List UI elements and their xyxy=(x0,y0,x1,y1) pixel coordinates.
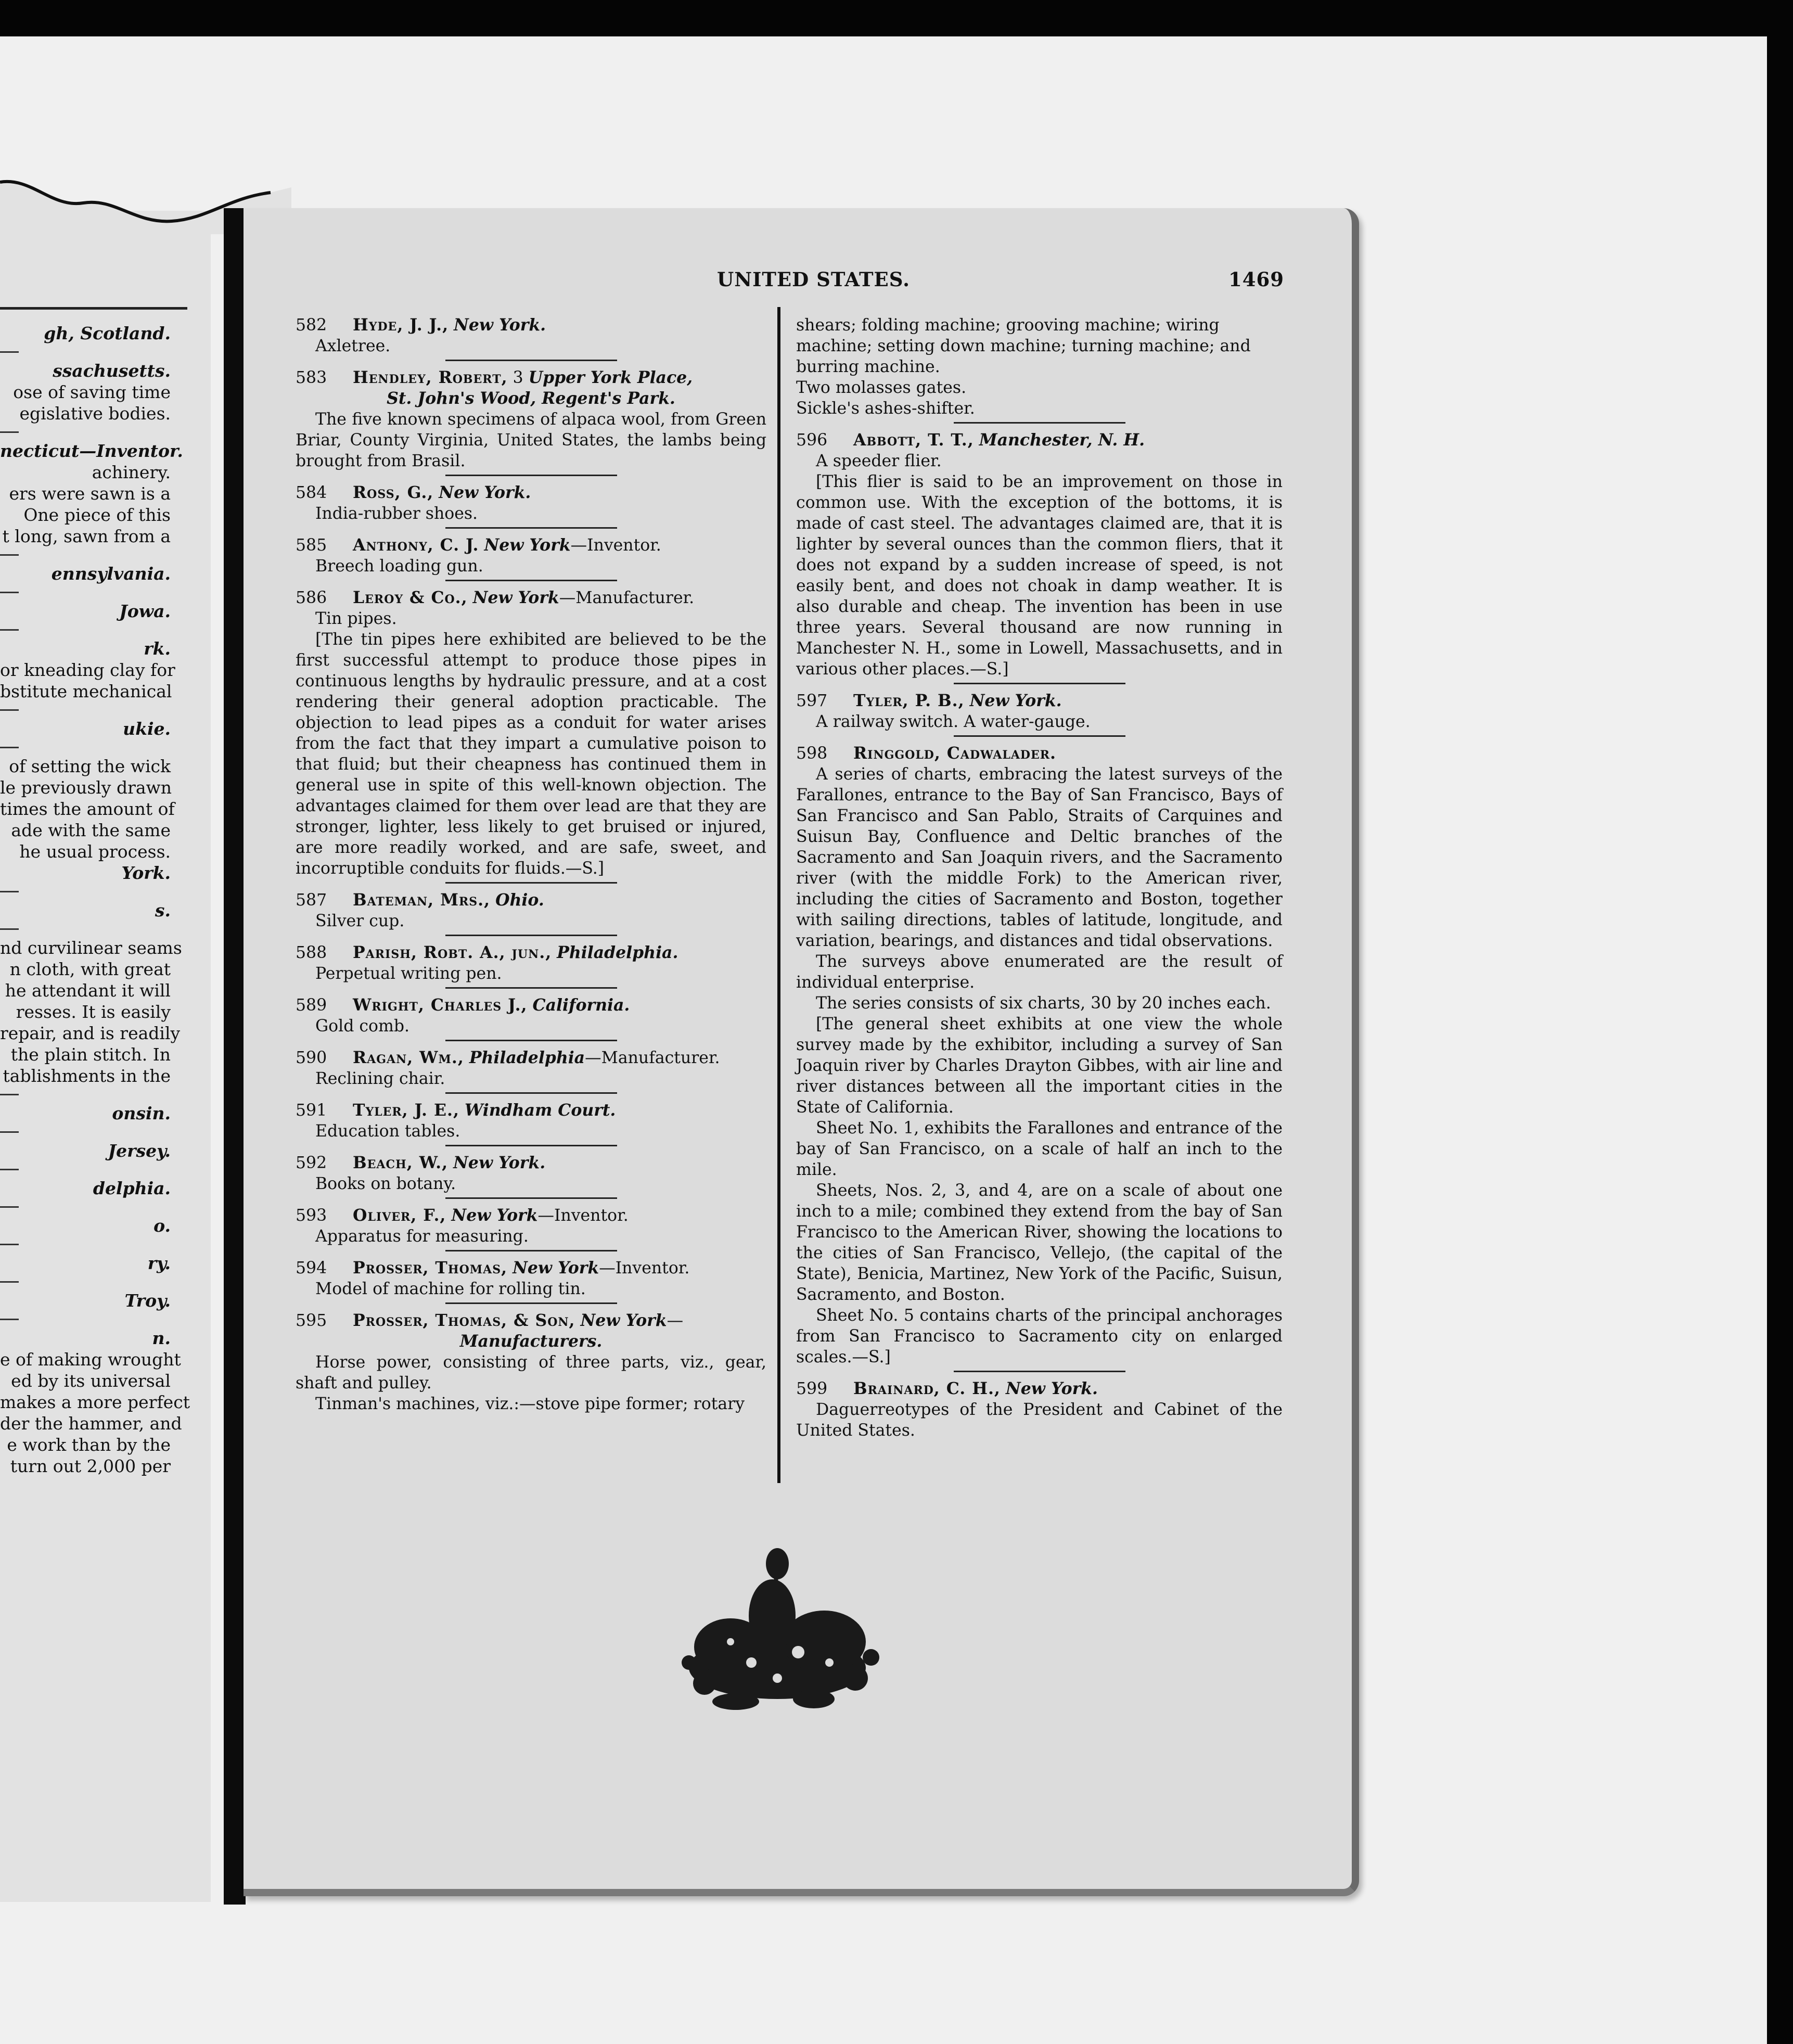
entry-heading xyxy=(296,1100,766,1121)
floral-vignette-icon xyxy=(658,1543,897,1720)
catalogue-entry xyxy=(296,942,766,984)
entry-heading xyxy=(296,890,766,911)
exhibit-note: [The general sheet exhibits at one view the whole survey made by the exhibitor, including a survey of San Joaquin river by Charles Drayton Gibbes, with air line and river distances between all the important cities in the State of California. xyxy=(796,1015,1283,1117)
entry-number: 593 xyxy=(296,1206,327,1225)
fragment-dash xyxy=(0,592,19,593)
fragment-line: ry. xyxy=(147,1253,171,1273)
fragment-line: nd curvilinear seams xyxy=(0,938,182,958)
entry-separator xyxy=(445,580,617,581)
entry-heading xyxy=(296,367,766,388)
fragment-dash xyxy=(0,1244,19,1245)
exhibit-note: Tinman's machines, viz.:—stove pipe former; rotary xyxy=(315,1395,745,1413)
fragment-line: times the amount of xyxy=(0,799,175,819)
exhibitor-role: —Manufacturer. xyxy=(559,589,695,607)
catalogue-entry xyxy=(296,1100,766,1142)
exhibit-note: The series consists of six charts, 30 by 20 inches each. xyxy=(816,994,1271,1013)
catalogue-entry xyxy=(296,1258,766,1299)
entry-number: 585 xyxy=(296,536,327,555)
fragment-line: delphia. xyxy=(93,1178,171,1198)
entry-number: 590 xyxy=(296,1049,327,1067)
fragment-line: or kneading clay for xyxy=(0,660,175,680)
exhibit-description: Gold comb. xyxy=(315,1017,410,1036)
catalogue-entry xyxy=(796,430,1283,680)
exhibit-description: A railway switch. A water-gauge. xyxy=(816,712,1091,731)
exhibitor-address: Upper York Place, xyxy=(528,368,693,387)
exhibitor-location: Ohio. xyxy=(495,890,544,910)
entry-separator xyxy=(445,1092,617,1094)
fragment-dash xyxy=(0,747,19,748)
entry-heading xyxy=(796,430,1283,451)
exhibitor-name: Ringgold, Cadwalader. xyxy=(853,744,1057,763)
catalogue-entry xyxy=(796,743,1283,1368)
entry-number: 598 xyxy=(796,744,828,763)
exhibit-description: Perpetual writing pen. xyxy=(315,964,502,983)
catalogue-entry xyxy=(296,1153,766,1194)
fragment-line: the plain stitch. In xyxy=(10,1044,171,1065)
entry-separator xyxy=(445,1145,617,1146)
exhibitor-location: New York. xyxy=(453,1153,546,1172)
fragment-line: turn out 2,000 per xyxy=(10,1456,171,1476)
entry-number: 589 xyxy=(296,996,327,1015)
catalogue-entry xyxy=(296,587,766,879)
exhibitor-name: Oliver, F., xyxy=(353,1206,446,1225)
fragment-line: makes a more perfect xyxy=(0,1392,190,1412)
fragment-line: of setting the wick xyxy=(9,756,171,776)
entry-heading xyxy=(296,1310,766,1331)
fragment-dash xyxy=(0,351,19,353)
exhibitor-location: New York. xyxy=(969,691,1062,710)
exhibitor-role: — xyxy=(667,1311,684,1330)
exhibitor-name: Hendley, Robert, xyxy=(353,368,508,387)
fragment-line: Troy. xyxy=(124,1291,171,1311)
continuation-line: Sickle's ashes-shifter. xyxy=(796,399,975,418)
entry-number: 582 xyxy=(296,316,327,335)
entry-number: 591 xyxy=(296,1101,327,1120)
entry-number: 596 xyxy=(796,431,828,450)
fragment-text xyxy=(0,323,208,1477)
entry-heading xyxy=(296,942,766,963)
exhibitor-location: New York. xyxy=(439,483,531,502)
fragment-line: ennsylvania. xyxy=(51,564,171,584)
exhibitor-location: New York. xyxy=(1005,1379,1098,1398)
fragment-dash xyxy=(0,629,19,631)
catalogue-entry xyxy=(296,367,766,471)
fragment-line: onsin. xyxy=(112,1103,171,1123)
fragment-line: rk. xyxy=(144,638,171,659)
entry-number: 584 xyxy=(296,483,327,502)
fragment-line: ukie. xyxy=(123,719,171,739)
exhibitor-role-cont: Manufacturers. xyxy=(459,1332,603,1351)
entry-separator xyxy=(445,935,617,936)
entry-heading xyxy=(296,482,766,503)
running-header xyxy=(296,268,1284,294)
exhibitor-name: Anthony, C. J. xyxy=(353,535,479,555)
continuation-text: shears; folding machine; grooving machine; wiring machine; setting down machine; turning machine; and burring machine. xyxy=(796,316,1251,376)
fragment-line: der the hammer, and xyxy=(0,1413,182,1434)
exhibitor-location: New York xyxy=(513,1258,599,1278)
catalogue-entry xyxy=(296,1205,766,1247)
exhibitor-name: Prosser, Thomas, xyxy=(353,1258,508,1278)
exhibit-description: India-rubber shoes. xyxy=(315,504,478,523)
entry-number: 595 xyxy=(296,1311,327,1330)
exhibitor-name: Ragan, Wm., xyxy=(353,1048,464,1067)
entry-number: 583 xyxy=(296,368,327,387)
exhibit-description: Apparatus for measuring. xyxy=(315,1227,529,1246)
catalogue-entry xyxy=(296,890,766,931)
exhibitor-role: —Manufacturer. xyxy=(585,1049,720,1067)
entry-separator xyxy=(445,1250,617,1251)
exhibit-description: Tin pipes. xyxy=(315,609,397,628)
entry-heading xyxy=(296,535,766,556)
fragment-line: t long, sawn from a xyxy=(2,526,171,546)
entry-number: 599 xyxy=(796,1379,828,1398)
entry-heading xyxy=(796,743,1283,764)
exhibitor-name: Tyler, P. B., xyxy=(853,691,965,710)
entry-separator xyxy=(954,1371,1125,1372)
catalogue-entry xyxy=(296,1047,766,1089)
previous-page-fragment xyxy=(0,211,211,1902)
exhibit-description: A speeder flier. xyxy=(816,452,942,470)
exhibit-description: Education tables. xyxy=(315,1122,460,1141)
fragment-dash xyxy=(0,1094,19,1095)
exhibitor-location: Windham Court. xyxy=(464,1101,616,1120)
fragment-line: e work than by the xyxy=(7,1435,171,1455)
catalogue-entry xyxy=(296,995,766,1037)
exhibitor-role: 3 xyxy=(513,368,529,387)
entry-heading xyxy=(796,1378,1283,1399)
exhibit-note: The surveys above enumerated are the result of individual enterprise. xyxy=(796,952,1283,992)
fragment-dash xyxy=(0,1131,19,1133)
exhibit-note: Horse power, consisting of three parts, viz., gear, shaft and pulley. xyxy=(296,1353,766,1393)
entry-separator xyxy=(445,987,617,989)
fragment-line: bstitute mechanical xyxy=(0,681,172,701)
exhibitor-location: Manchester, N. H. xyxy=(979,430,1145,450)
fragment-line: ose of saving time xyxy=(13,382,171,402)
entry-heading xyxy=(296,1153,766,1173)
fragment-line: o. xyxy=(153,1216,171,1236)
exhibit-description: Model of machine for rolling tin. xyxy=(315,1280,586,1298)
running-title: UNITED STATES. xyxy=(717,268,911,291)
exhibitor-location: New York xyxy=(484,535,571,555)
fragment-line: n cloth, with great xyxy=(9,959,171,979)
entry-separator xyxy=(445,1302,617,1304)
fragment-line: ed by its universal xyxy=(11,1371,171,1391)
fragment-line: Jersey. xyxy=(108,1141,171,1161)
entry-separator xyxy=(954,683,1125,684)
entry-separator xyxy=(445,882,617,884)
entry-separator xyxy=(445,1197,617,1199)
entry-separator xyxy=(445,360,617,361)
fragment-dash xyxy=(0,554,19,556)
fragment-line: ssachusetts. xyxy=(53,361,171,381)
fragment-line: repair, and is readily xyxy=(0,1023,181,1043)
exhibitor-location: Philadelphia. xyxy=(557,943,678,962)
exhibitor-location: New York. xyxy=(454,315,546,335)
exhibit-note: Sheet No. 1, exhibits the Farallones and entrance of the bay of San Francisco, on a scale of half an inch to the mile. xyxy=(796,1119,1283,1179)
exhibit-note: Sheet No. 5 contains charts of the principal anchorages from San Francisco to Sacramento city on enlarged scales.—S.] xyxy=(796,1306,1283,1366)
exhibitor-name: Abbott, T. T., xyxy=(853,430,974,450)
fragment-line: he attendant it will xyxy=(5,980,171,1001)
fragment-dash xyxy=(0,1281,19,1283)
book-gutter xyxy=(224,208,246,1905)
entry-heading xyxy=(296,315,766,336)
exhibitor-name: Tyler, J. E., xyxy=(353,1101,459,1120)
exhibitor-location: Philadelphia xyxy=(469,1048,585,1067)
entry-number: 592 xyxy=(296,1154,327,1172)
entry-number: 588 xyxy=(296,943,327,962)
fragment-line: achinery. xyxy=(92,462,171,482)
fragment-dash xyxy=(0,431,19,433)
fragment-line: necticut—Inventor. xyxy=(0,441,183,461)
entry-heading xyxy=(296,1047,766,1068)
exhibitor-name: Beach, W., xyxy=(353,1153,449,1172)
exhibitor-name: Brainard, C. H., xyxy=(853,1379,1001,1398)
exhibitor-location: California. xyxy=(532,995,630,1015)
page-number: 1469 xyxy=(1228,268,1284,291)
entry-number: 586 xyxy=(296,589,327,607)
scan-border-top xyxy=(0,0,1793,36)
fragment-dash xyxy=(0,928,19,930)
scan-border-right xyxy=(1767,0,1793,2044)
exhibitor-name: Bateman, Mrs., xyxy=(353,890,491,910)
exhibitor-role: —Inventor. xyxy=(599,1259,690,1278)
entry-heading xyxy=(296,1205,766,1226)
exhibit-note: A series of charts, embracing the latest surveys of the Farallones, entrance to the Bay of San Francisco, Bays of San Francisco and San Pablo, Straits of Carquines and Suisun Bay, Confluence and Deltic branches of the Sacramento and San Joaquin rivers, and the Sacramento river (with the middle Fork) to the American river, including the cities of Sacramento and Boston, together with sailing directions, tables of latitude, longitude, and variation, bearings, and distances and tidal observations. xyxy=(796,765,1283,950)
catalogue-entry xyxy=(296,482,766,524)
entry-heading xyxy=(296,1258,766,1279)
catalogue-entry xyxy=(796,1378,1283,1441)
fragment-dash xyxy=(0,709,19,711)
exhibitor-role: —Inventor. xyxy=(537,1206,629,1225)
fragment-line: egislative bodies. xyxy=(19,403,171,424)
fragment-line: resses. It is easily xyxy=(16,1002,171,1022)
catalogue-entry xyxy=(296,535,766,577)
fragment-line: gh, Scotland. xyxy=(44,323,171,343)
exhibit-note: [The tin pipes here exhibited are believed to be the first successful attempt to produce those pipes in continuous lengths by hydraulic pressure, and at a cost rendering their general adoption practicable. The objection to lead pipes as a conduit for water arises from the fact that they impart a cumulative poison to that fluid; but their cheapness has continued them in general use in spite of this well-known objection. The advantages claimed for them over lead are that they are stronger, lighter, less likely to get bruised or injured, are more readily worked, and are safe, sweet, and incorruptible conduits for fluids.—S.] xyxy=(296,630,766,878)
fragment-line: le previously drawn xyxy=(0,777,172,798)
entry-separator xyxy=(445,1040,617,1041)
exhibit-description: Breech loading gun. xyxy=(315,557,483,576)
fragment-line: he usual process. xyxy=(19,841,171,862)
exhibit-note: Daguerreotypes of the President and Cabinet of the United States. xyxy=(796,1400,1283,1440)
exhibitor-name: Ross, G., xyxy=(353,483,434,502)
entry-separator xyxy=(445,527,617,529)
fragment-line: Jowa. xyxy=(119,601,171,621)
exhibit-description: Axletree. xyxy=(315,337,391,355)
entry-number: 594 xyxy=(296,1259,327,1278)
exhibitor-name: Hyde, J. J., xyxy=(353,315,449,335)
entry-heading xyxy=(796,691,1283,711)
exhibit-note: [This flier is said to be an improvement on those in common use. With the exception of the bottoms, it is made of cast steel. The advantages claimed are, that it is lighter by several ounces than the common fliers, that it does not expand by a sudden increase of speed, is not easily bent, and does not choak in damp weather. It is also durable and cheap. The invention has been in use three years. Several thousand are now running in Manchester N. H., some in Lowell, Massachusetts, and in various other places.—S.] xyxy=(796,472,1283,679)
fragment-dash xyxy=(0,1206,19,1208)
fragment-dash xyxy=(0,1169,19,1170)
entry-separator xyxy=(954,422,1125,424)
fragment-line: n. xyxy=(152,1328,171,1348)
right-column xyxy=(796,315,1283,1441)
entry-separator xyxy=(954,735,1125,737)
fragment-dash xyxy=(0,1319,19,1320)
exhibit-description: Silver cup. xyxy=(315,912,405,930)
header-rule xyxy=(0,307,187,310)
continuation-line: Two molasses gates. xyxy=(796,378,967,397)
entry-number: 587 xyxy=(296,891,327,910)
fragment-line: ade with the same xyxy=(11,820,171,840)
exhibitor-role: —Inventor. xyxy=(570,536,661,555)
column-rule xyxy=(777,307,780,1483)
entry-separator xyxy=(445,475,617,476)
exhibit-note: Sheets, Nos. 2, 3, and 4, are on a scale of about one inch to a mile; combined they extend from the bay of San Francisco to the American River, showing the locations to the cities of San Francisco, Vellejo, (the capital of the State), Benicia, Martinez, New York of the Pacific, Suisun, Sacramento, and Boston. xyxy=(796,1181,1283,1304)
catalogue-entry xyxy=(296,1310,766,1414)
fragment-line: e of making wrought xyxy=(0,1349,181,1370)
entry-number: 597 xyxy=(796,692,828,710)
exhibitor-name: Wright, Charles J., xyxy=(353,995,528,1015)
exhibit-note: The five known specimens of alpaca wool, from Green Briar, County Virginia, United States, the lambs being brought from Brasil. xyxy=(296,410,766,470)
exhibitor-name: Leroy & Co., xyxy=(353,588,468,607)
fragment-line: tablishments in the xyxy=(3,1066,171,1086)
exhibitor-name: Prosser, Thomas, & Son, xyxy=(353,1311,575,1330)
entry-heading xyxy=(296,995,766,1016)
catalogue-entry xyxy=(296,315,766,356)
exhibitor-address-cont: St. John's Wood, Regent's Park. xyxy=(387,389,675,408)
fragment-line: One piece of this xyxy=(23,505,171,525)
exhibit-description: Reclining chair. xyxy=(315,1069,445,1088)
left-column xyxy=(296,315,766,1414)
exhibit-description: Books on botany. xyxy=(315,1174,456,1193)
exhibitor-name: Parish, Robt. A., jun., xyxy=(353,943,552,962)
catalogue-entry xyxy=(796,691,1283,732)
exhibitor-location: New York xyxy=(580,1311,667,1330)
fragment-line: s. xyxy=(155,900,171,921)
fragment-line: ers were sawn is a xyxy=(9,483,171,504)
exhibitor-location: New York xyxy=(472,588,559,607)
exhibitor-location: New York xyxy=(451,1206,538,1225)
fragment-line: York. xyxy=(121,863,171,883)
fragment-dash xyxy=(0,891,19,892)
entry-heading xyxy=(296,587,766,608)
